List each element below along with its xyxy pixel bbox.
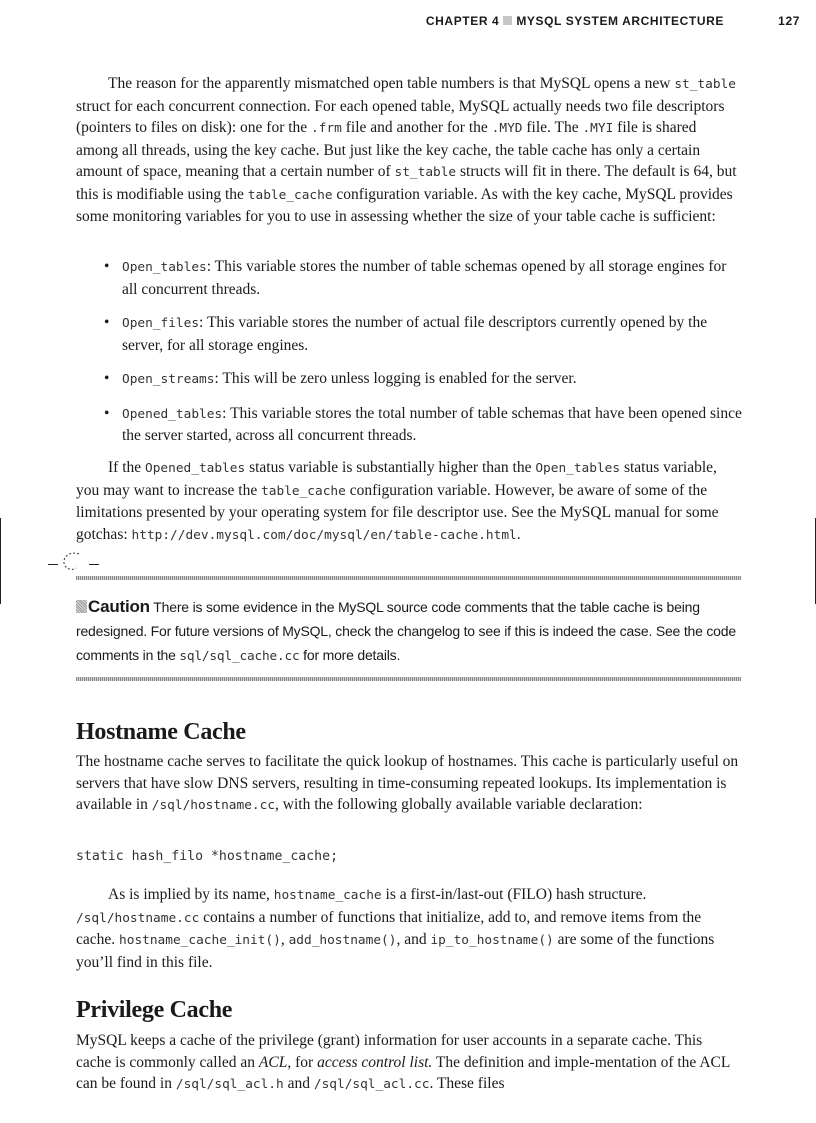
text-run: . These files xyxy=(429,1075,505,1092)
crop-mark-dash-b xyxy=(89,564,99,565)
emphasis-text: ACL xyxy=(258,1053,288,1071)
running-head-title xyxy=(426,14,724,28)
inline-code: Opened_tables xyxy=(145,461,246,476)
inline-code: .MYD xyxy=(491,121,523,136)
variable-name: Open_tables xyxy=(122,260,207,275)
running-head xyxy=(0,12,800,32)
variable-name: Open_files xyxy=(122,316,200,331)
inline-code: sql/sql_cache.cc xyxy=(179,649,300,664)
status-variable-list xyxy=(104,256,744,459)
caution-square-icon xyxy=(76,600,87,613)
text-run: MySQL keeps a cache of the privilege (grant) information for user accounts in a separate cache. This cache is commonly called an xyxy=(76,1032,703,1071)
text-run: The reason for the apparently mismatched open table numbers is that MySQL opens a new xyxy=(108,75,675,92)
variable-description: : This will be zero unless logging is enabled for the server. xyxy=(214,370,577,387)
bullet-icon: • xyxy=(104,314,110,331)
text-run: configuration variable. As with the key cache, MySQL provides some monitoring variables for you to use in assessing whether the size of your table cache is sufficient: xyxy=(76,185,733,225)
hostname-cache-code: static hash_filo *hostname_cache; xyxy=(76,849,339,864)
text-run: file and another for the xyxy=(341,119,492,136)
inline-code: Open_tables xyxy=(535,461,621,476)
text-run: contains a number of functions that initialize, add to, and remove items from the cache. xyxy=(76,908,702,948)
text-run: As is implied by its name, xyxy=(108,886,274,903)
text-run: for more details. xyxy=(299,647,401,663)
bullet-icon: • xyxy=(104,404,110,422)
privilege-cache-paragraph xyxy=(76,1030,741,1096)
text-run: file is shared among all threads, using the key cache. But just like the key cache, the table cache has only a certain amount of space, meaning that a certain number of xyxy=(76,119,701,180)
bullet-icon: • xyxy=(104,258,110,275)
inline-code: /sql/sql_acl.cc xyxy=(313,1077,430,1092)
registration-mark-icon xyxy=(59,551,83,573)
inline-code: .MYI xyxy=(582,121,614,136)
inline-code: http://dev.mysql.com/doc/mysql/en/table-cache.html xyxy=(131,527,517,543)
inline-code: /sql/hostname.cc xyxy=(76,910,200,926)
privilege-cache-heading: Privilege Cache xyxy=(76,997,233,1023)
text-run: The definition and imple-mentation of the ACL can be found in xyxy=(76,1053,730,1092)
inline-code: add_hostname() xyxy=(288,933,397,948)
page-number: 127 xyxy=(778,14,800,28)
text-run: , and xyxy=(396,931,431,948)
intro-paragraph xyxy=(76,73,741,228)
caution-top-rule xyxy=(76,576,741,580)
text-run: is a first-in/last-out (FILO) hash structure. xyxy=(381,886,647,903)
inline-code: st_table xyxy=(674,77,736,92)
text-run: The hostname cache serves to facilitate the quick lookup of hostnames. This cache is particularly useful on servers that have slow DNS servers, resulting in time-consuming repeated lookups. Its implementation is available in xyxy=(76,753,739,813)
text-run: , xyxy=(280,931,289,948)
inline-code: .frm xyxy=(311,121,342,136)
inline-code: st_table xyxy=(394,165,457,180)
status-variable-item xyxy=(104,256,744,300)
inline-code: /sql/sql_acl.h xyxy=(175,1077,284,1092)
variable-description: : This variable stores the number of actual file descriptors currently opened by the server, for all storage engines. xyxy=(122,314,708,354)
text-run: configuration variable. However, be aware of some of the limitations presented by your operating system for file descriptor use. See the MySQL manual for some gotchas: xyxy=(76,481,719,543)
inline-code: hostname_cache xyxy=(273,888,382,903)
text-run: are some of the functions you’ll find in this file. xyxy=(76,931,715,971)
opened-tables-paragraph xyxy=(76,457,741,546)
inline-code: /sql/hostname.cc xyxy=(151,798,276,813)
text-run: status variable is substantially higher than the xyxy=(245,459,536,476)
hostname-cache-paragraph xyxy=(76,751,741,817)
variable-description: : This variable stores the total number of table schemas that have been opened since the server started, across all concurrent threads. xyxy=(122,404,742,444)
inline-code: hostname_cache_init() xyxy=(119,933,281,948)
bullet-icon: • xyxy=(104,370,110,387)
square-separator-icon xyxy=(503,16,512,25)
variable-name: Opened_tables xyxy=(122,406,223,422)
caution-body xyxy=(76,599,736,663)
status-variable-item xyxy=(104,368,744,391)
caution-box xyxy=(76,576,741,681)
text-run: struct for each concurrent connection. For each opened table, MySQL actually needs two file descriptors (pointers to files on disk): one for the xyxy=(76,97,725,136)
status-variable-item xyxy=(104,312,744,356)
emphasis-text: access control list. xyxy=(317,1053,433,1071)
hostname-filo-paragraph xyxy=(76,884,741,973)
status-variable-item xyxy=(104,403,744,447)
chapter-label: CHAPTER 4 xyxy=(425,14,500,28)
inline-code: table_cache xyxy=(261,483,346,499)
variable-description: : This variable stores the number of table schemas opened by all storage engines for all concurrent threads. xyxy=(122,258,727,298)
chapter-title: MYSQL SYSTEM ARCHITECTURE xyxy=(516,14,724,28)
text-run: file. The xyxy=(522,119,583,136)
text-run: , for xyxy=(287,1053,318,1071)
text-run: . xyxy=(516,525,521,543)
inline-code: table_cache xyxy=(247,187,333,203)
inline-code: ip_to_hostname() xyxy=(430,933,554,948)
text-run: status variable, you may want to increase the xyxy=(76,459,717,499)
hostname-cache-heading: Hostname Cache xyxy=(76,719,246,745)
variable-name: Open_streams xyxy=(122,372,215,387)
text-run: , with the following globally available variable declaration: xyxy=(275,796,643,813)
caution-bottom-rule xyxy=(76,677,741,681)
crop-mark-dash-a xyxy=(48,564,58,565)
caution-label: Caution xyxy=(88,597,150,616)
text-run: If the xyxy=(108,459,146,476)
caution-text xyxy=(76,595,741,669)
text-run: and xyxy=(283,1075,314,1092)
crop-mark-left xyxy=(0,518,1,604)
text-run: There is some evidence in the MySQL source code comments that the table cache is being redesigned. For future versions of MySQL, check the changelog to see if this is indeed the case. See the code comments in the xyxy=(76,599,736,663)
text-run: structs will fit in there. The default is 64, but this is modifiable using the xyxy=(76,163,737,203)
